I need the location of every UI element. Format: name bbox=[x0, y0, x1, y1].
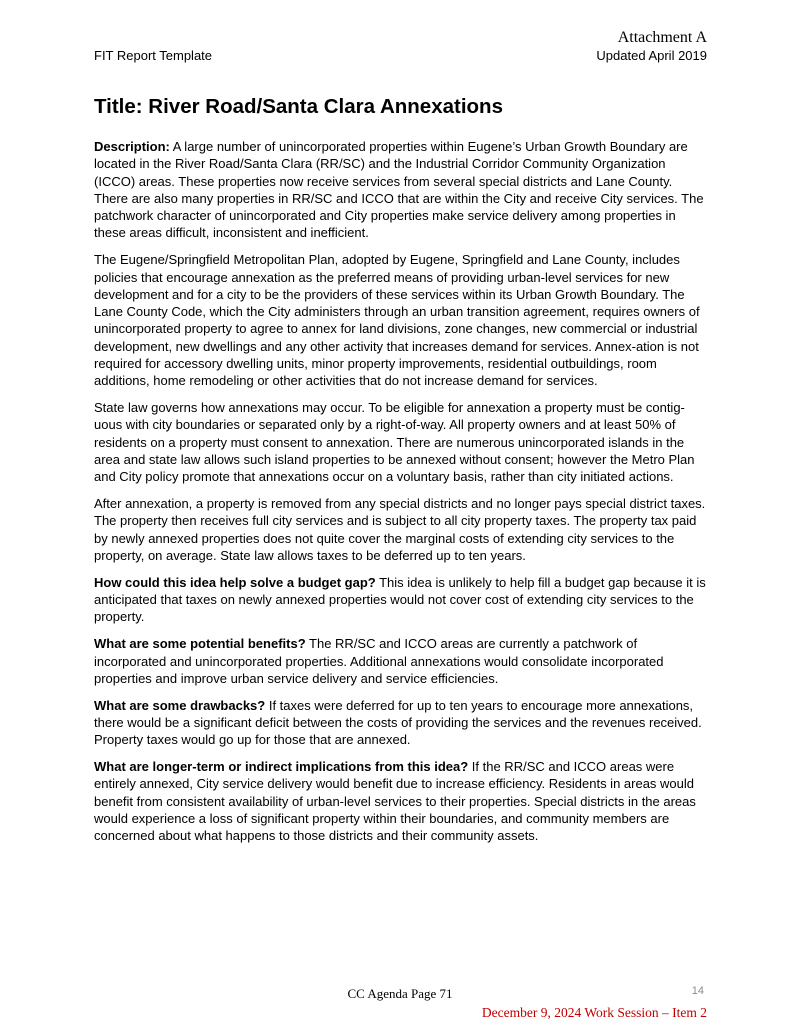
report-body bbox=[94, 138, 708, 844]
state-law-paragraph bbox=[94, 399, 708, 485]
work-session-label: December 9, 2024 Work Session – Item 2 bbox=[481, 1005, 707, 1020]
paragraph-text: If the RR/SC and ICCO areas were entirely annexed, City service delivery would benefit due to increase efficiency. Residents in areas would benefit from consistent availability of urban-level services to their properties. Special districts in the areas would experience a loss of significant property within their boundaries, and community members are concerned about what happens to those districts and their community assets. bbox=[94, 759, 696, 844]
paragraph-text: After annexation, a property is removed from any special districts and no longer pays special district taxes. The property then receives full city services and is subject to all city property taxes. The property tax paid by newly annexed properties does not quite cover the marginal costs of extending city services to the property, on average. State law allows taxes to be deferred up to ten years. bbox=[94, 496, 706, 564]
attachment-label: Attachment A bbox=[617, 29, 707, 46]
paragraph-text: State law governs how annexations may occur. To be eligible for annexation a property must be contig-uous with city boundaries or separated only by a right-of-way. All property owners and at least 50% of residents on a property must consent to annexation. There are numerous unincorporated islands in the area and state law allows such island properties to be annexed without consent; however the Metro Plan and City policy promote that annexations occur on a voluntary basis, rather than city initiated actions. bbox=[94, 400, 695, 485]
page-title: Title: River Road/Santa Clara Annexations bbox=[94, 95, 503, 118]
paragraph-lead: What are some potential benefits? bbox=[94, 636, 306, 652]
page-number: 14 bbox=[691, 985, 704, 997]
template-label: FIT Report Template bbox=[94, 48, 213, 63]
implications-paragraph bbox=[94, 758, 708, 844]
paragraph-text: This idea is unlikely to help fill a budget gap because it is anticipated that taxes on newly annexed properties would not cover cost of extending city services to the property. bbox=[94, 574, 706, 625]
paragraph-text: The Eugene/Springfield Metropolitan Plan, adopted by Eugene, Springfield and Lane County, includes policies that encourage annexation as the preferred means of providing urban-level services for new development and for a city to be the providers of these services within its Urban Growth Boundary. The Lane County Code, which the City administers through an urban transition agreement, requires owners of unincorporated property to agree to annex for land divisions, zone changes, new commercial or industrial development, new dwellings and any other activity that increases demand for services. Annex-ation is not required for accessory dwelling units, minor property improvements, residential outbuildings, room additions, home remodeling or other activities that do not increase demand for services. bbox=[94, 252, 700, 389]
budget-gap-paragraph bbox=[94, 574, 708, 626]
paragraph-lead: How could this idea help solve a budget gap? bbox=[94, 574, 376, 590]
paragraph-text: If taxes were deferred for up to ten years to encourage more annexations, there would be a significant deficit between the costs of providing the services and the revenues received. Property taxes would go up for those that are annexed. bbox=[94, 697, 702, 748]
agenda-page-label: CC Agenda Page 71 bbox=[347, 986, 453, 1001]
drawbacks-paragraph bbox=[94, 697, 708, 749]
updated-date: Updated April 2019 bbox=[596, 48, 707, 63]
paragraph-lead: What are some drawbacks? bbox=[94, 697, 266, 713]
paragraph-text: A large number of unincorporated properties within Eugene’s Urban Growth Boundary are located in the River Road/Santa Clara (RR/SC) and the Industrial Corridor Community Organization (ICCO) areas. These properties now receive services from several special districts and Lane County. There are also many properties in RR/SC and ICCO that are within the City and receive City services. The patchwork character of unincorporated and City properties make service delivery among properties in these areas difficult, inconsistent and inefficient. bbox=[94, 139, 704, 241]
paragraph-lead: Description: bbox=[94, 139, 170, 154]
benefits-paragraph bbox=[94, 635, 708, 687]
description-paragraph bbox=[94, 138, 708, 242]
metro-plan-paragraph bbox=[94, 251, 708, 389]
after-annexation-paragraph bbox=[94, 495, 708, 564]
paragraph-lead: What are longer-term or indirect implications from this idea? bbox=[94, 759, 469, 774]
paragraph-text: The RR/SC and ICCO areas are currently a patchwork of incorporated and unincorporated properties. Additional annexations would consolidate incorporated properties and improve urban service delivery and service efficiencies. bbox=[94, 636, 664, 686]
